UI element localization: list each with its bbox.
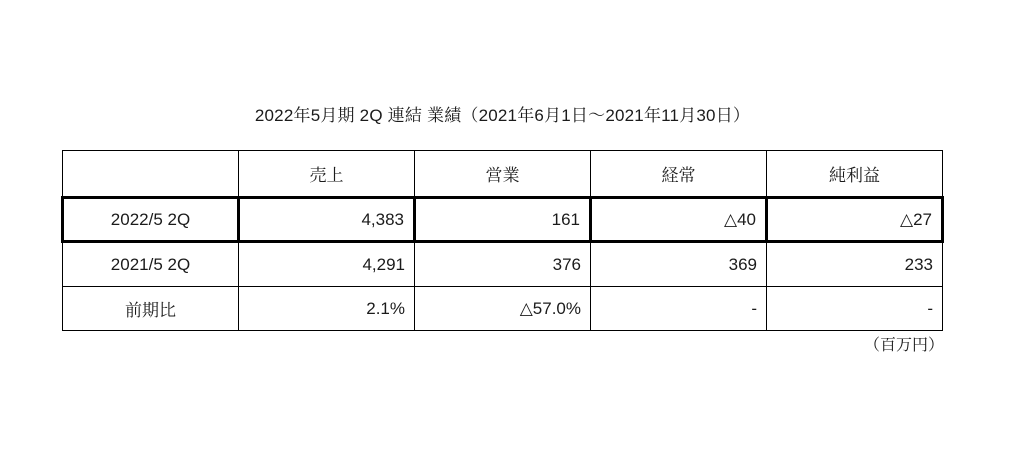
value-cell-2021-ordinary: 369 [591, 242, 767, 287]
row-label-yoy-change: 前期比 [63, 287, 239, 331]
header-cell-operating-profit: 営業 [415, 151, 591, 198]
row-label-2021-5-2q: 2021/5 2Q [63, 242, 239, 287]
row-label-2022-5-2q: 2022/5 2Q [63, 198, 239, 242]
value-cell-yoy-sales: 2.1% [239, 287, 415, 331]
table-row-2022-5-2q [63, 198, 943, 242]
value-cell-2022-ordinary: △40 [591, 198, 767, 242]
page-title: 2022年5月期 2Q 連結 業績（2021年6月1日～2021年11月30日） [254, 106, 751, 125]
results-summary-section [61, 0, 944, 460]
financial-results-table [61, 150, 944, 331]
header-cell-sales: 売上 [239, 151, 415, 198]
header-cell-net-profit: 純利益 [767, 151, 943, 198]
header-cell-blank [63, 151, 239, 198]
header-cell-ordinary-profit: 経常 [591, 151, 767, 198]
value-cell-2021-net: 233 [767, 242, 943, 287]
value-cell-2022-sales: 4,383 [239, 198, 415, 242]
value-cell-2022-net: △27 [767, 198, 943, 242]
value-cell-2021-operating: 376 [415, 242, 591, 287]
value-cell-2021-sales: 4,291 [239, 242, 415, 287]
header-row [63, 151, 943, 198]
value-cell-yoy-operating: △57.0% [415, 287, 591, 331]
value-cell-yoy-net: - [767, 287, 943, 331]
table-row-2021-5-2q [63, 242, 943, 287]
value-cell-2022-operating: 161 [415, 198, 591, 242]
table-row-yoy-change [63, 287, 943, 331]
unit-note: （百万円） [863, 337, 944, 354]
value-cell-yoy-ordinary: - [591, 287, 767, 331]
